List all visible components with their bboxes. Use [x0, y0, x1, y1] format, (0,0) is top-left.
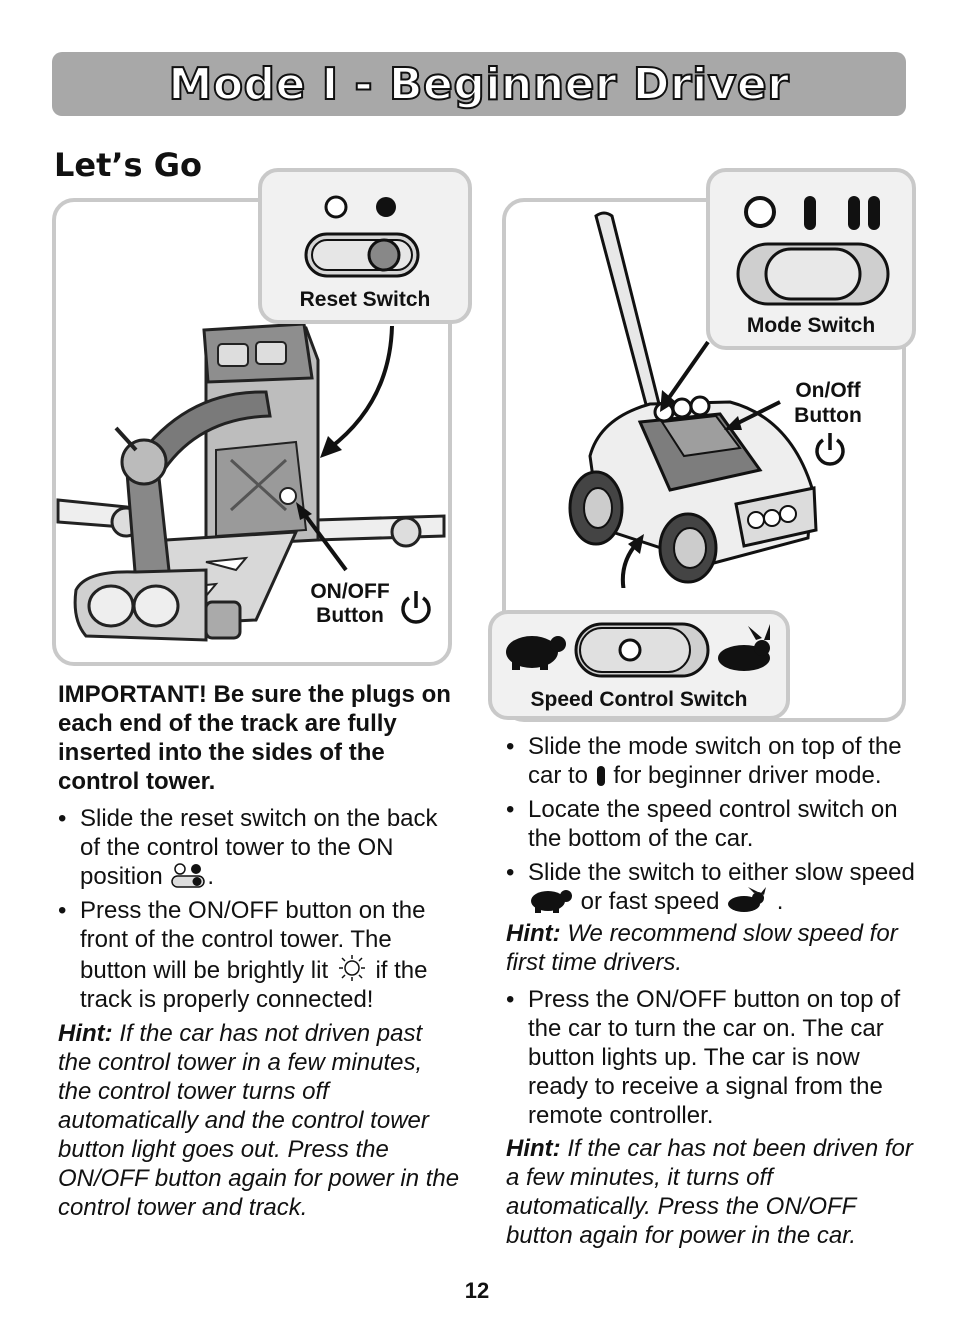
- mode-switch-icon: [734, 192, 894, 308]
- rabbit-icon: [718, 624, 770, 671]
- list-item: • Locate the speed control switch on the bottom of the car.: [506, 795, 924, 853]
- list-item: • Press the ON/OFF button on top of the car to turn the car on. The car button lights up. The car is now ready to receive a signal from the remote controller.: [506, 985, 924, 1130]
- speed-switch-icon: [500, 620, 780, 680]
- car-onoff-label: On/Off Button: [794, 379, 862, 427]
- mode-switch-label: Mode Switch: [746, 314, 876, 337]
- power-icon: [812, 430, 848, 470]
- hint-paragraph: Hint: If the car has not driven past the control tower in a few minutes, the control tower turns off automatically and the control tower button light goes out. Press the ON/OFF button again for power in the control tower and track.: [58, 1020, 460, 1221]
- reset-switch-icon: [298, 192, 428, 282]
- reset-switch-arrow: [300, 322, 410, 462]
- list-item: • Slide the reset switch on the back of the control tower to the ON position .: [58, 804, 460, 891]
- turtle-icon: [528, 887, 574, 913]
- hint-paragraph: Hint: If the car has not been driven for a few minutes, it turns off automatically. Press the ON/OFF button again for power in the car.: [506, 1135, 913, 1249]
- reset-on-icon: [169, 862, 207, 888]
- power-icon: [398, 588, 434, 628]
- title-banner: [52, 52, 906, 116]
- speed-switch-label: Speed Control Switch: [530, 688, 748, 711]
- left-text-column: [58, 680, 460, 1222]
- important-note: IMPORTANT! Be sure the plugs on each end of the track are fully inserted into the sides of the control tower.: [58, 681, 451, 795]
- lit-button-icon: [335, 954, 369, 982]
- list-item: • Press the ON/OFF button on the front of the control tower. The button will be brightly lit if the track is properly connected!: [58, 896, 460, 1014]
- section-heading: Let’s Go: [54, 146, 202, 184]
- turtle-icon: [506, 636, 566, 670]
- page-title: Mode I - Beginner Driver: [168, 58, 790, 110]
- rabbit-icon: [726, 887, 770, 913]
- tower-onoff-label: ON/OFF Button: [310, 580, 390, 627]
- list-item: • Slide the switch to either slow speed or fast speed .: [506, 858, 924, 916]
- right-text-column: [506, 732, 924, 1250]
- mode-one-icon: [595, 765, 607, 787]
- list-item: • Slide the mode switch on top of the car to for beginner driver mode.: [506, 732, 924, 790]
- hint-paragraph: Hint: We recommend slow speed for first time drivers.: [506, 920, 898, 976]
- reset-switch-label: Reset Switch: [299, 288, 431, 311]
- page-number: 12: [464, 1278, 490, 1303]
